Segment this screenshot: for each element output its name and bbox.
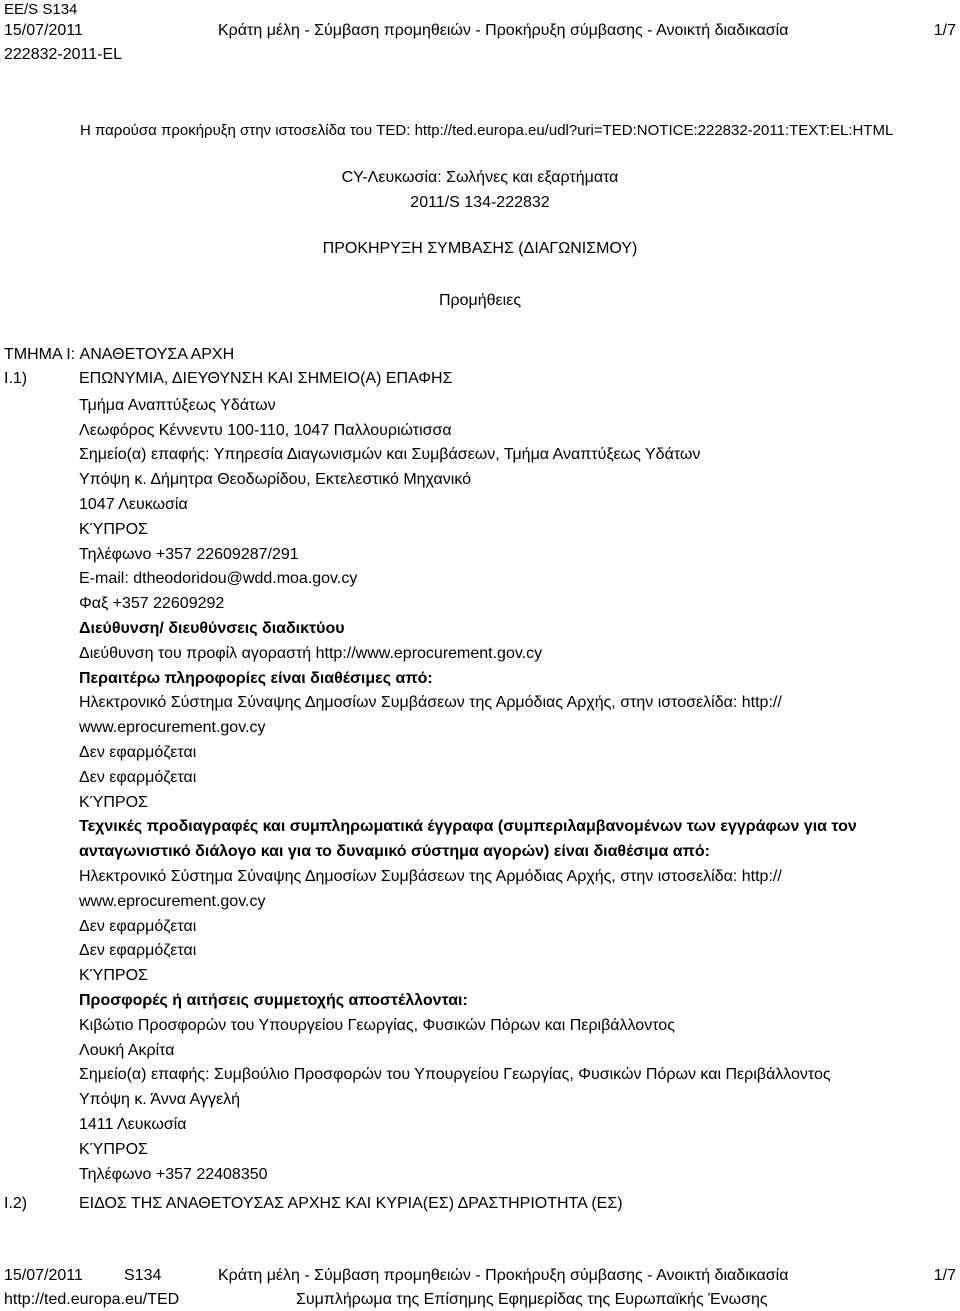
tenders-contact-point: Σημείο(α) επαφής: Συμβούλιο Προσφορών του Υπουργείου Γεωργίας, Φυσικών Πόρων και Περιβάλλοντος [79,1066,831,1084]
section-i1-body [79,369,949,1187]
specs-heading: Τεχνικές προδιαγραφές και συμπληρωματικά έγγραφα (συμπεριλαμβανομένων των εγγράφων για τον ανταγωνιστικό διάλογο και για το δυναμικό σύστημα αγορών) είναι διαθέσιμα από: [79,818,857,861]
specs-na-2: Δεν εφαρμόζεται [79,942,197,960]
specs-link-part2[interactable]: www.eprocurement.gov.cy [79,892,266,910]
contact-address: Λεωφόρος Κέννεντυ 100-110, 1047 Παλλουριώτισσα [79,421,452,439]
notice-reference: 2011/S 134-222832 [410,194,550,211]
tenders-heading: Προσφορές ή αιτήσεις συμμετοχής αποστέλλονται: [79,991,468,1009]
specs-link-part1[interactable]: http:// [741,867,782,885]
footer-page-number: 1/7 [933,1267,956,1284]
contact-org: Τμήμα Αναπτύξεως Υδάτων [79,396,276,414]
notice-contract-kind: Προμήθειες [438,292,522,309]
contact-point: Σημείο(α) επαφής: Υπηρεσία Διαγωνισμών και Συμβάσεων, Τμήμα Αναπτύξεως Υδάτων [79,446,701,464]
footer-supplement: Συμπλήρωμα της Επίσημης Εφημερίδας της Ευρωπαϊκής Ένωσης [296,1291,768,1308]
contact-email-line [79,567,949,592]
buyer-profile-link[interactable]: http://www.eprocurement.gov.cy [315,644,543,662]
tenders-phone: Τηλέφωνο +357 22408350 [79,1165,268,1183]
notice-type: ΠΡΟΚΗΡΥΞΗ ΣΥΜΒΑΣΗΣ (ΔΙΑΓΩΝΙΣΜΟΥ) [322,240,638,257]
contact-fax: Φαξ +357 22609292 [79,595,225,613]
tenders-box: Κιβώτιο Προσφορών του Υπουργείου Γεωργίας, Φυσικών Πόρων και Περιβάλλοντος [79,1016,675,1034]
section-i1-number: I.1) [4,370,28,387]
tenders-street: Λουκή Ακρίτα [79,1041,175,1059]
further-info-country: ΚΎΠΡΟΣ [79,793,148,811]
specs-system [79,865,949,890]
section-i1-title: ΕΠΩΝΥΜΙΑ, ΔΙΕΥΘΥΝΣΗ ΚΑΙ ΣΗΜΕΙΟ(Α) ΕΠΑΦΗΣ [79,370,453,387]
email-label: E-mail: [79,570,134,588]
notice-title: CY-Λευκωσία: Σωλήνες και εξαρτήματα [341,169,619,186]
buyer-profile-line [79,642,949,667]
header-title: Κράτη μέλη - Σύμβαση προμηθειών - Προκήρυξη σύμβασης - Ανοικτή διαδικασία [218,22,789,39]
further-info-system-text: Ηλεκτρονικό Σύστημα Σύναψης Δημοσίων Συμβάσεων της Αρμόδιας Αρχής, στην ιστοσελίδα: [79,694,742,712]
header-date: 15/07/2011 [4,22,83,39]
specs-system-text: Ηλεκτρονικό Σύστημα Σύναψης Δημοσίων Συμβάσεων της Αρμόδιας Αρχής, στην ιστοσελίδα: [79,867,742,885]
contact-country: ΚΎΠΡΟΣ [79,520,148,538]
section-i2-title: ΕΙΔΟΣ ΤΗΣ ΑΝΑΘΕΤΟΥΣΑΣ ΑΡΧΗΣ ΚΑΙ ΚΥΡΙΑ(ΕΣ) ΔΡΑΣΤΗΡΙΟΤΗΤΑ (ΕΣ) [79,1195,623,1212]
further-info-link-part1[interactable]: http:// [741,694,782,712]
header-doc-code: EE/S S134 [4,1,78,18]
contact-phone: Τηλέφωνο +357 22609287/291 [79,545,299,563]
email-link[interactable]: dtheodoridou@wdd.moa.gov.cy [133,570,358,588]
header-page-number: 1/7 [933,22,956,39]
tenders-attention: Υπόψη κ. Άννα Αγγελή [79,1091,240,1109]
notice-ted-link[interactable]: Η παρούσα προκήρυξη στην ιστοσελίδα του TED: http://ted.europa.eu/udl?uri=TED:NOTICE:222832-2011:TEXT:EL:HTML [80,122,894,139]
tenders-country: ΚΎΠΡΟΣ [79,1140,148,1158]
further-info-system [79,691,949,716]
footer-ted-link[interactable]: http://ted.europa.eu/TED [4,1291,180,1308]
further-info-heading: Περαιτέρω πληροφορίες είναι διαθέσιμες από: [79,669,433,687]
further-info-na-1: Δεν εφαρμόζεται [79,743,197,761]
further-info-link-part2[interactable]: www.eprocurement.gov.cy [79,719,266,737]
contact-city: 1047 Λευκωσία [79,495,188,513]
tenders-city: 1411 Λευκωσία [79,1115,187,1133]
footer-title: Κράτη μέλη - Σύμβαση προμηθειών - Προκήρυξη σύμβασης - Ανοικτή διαδικασία [218,1267,789,1284]
buyer-profile-label: Διεύθυνση του προφίλ αγοραστή [79,644,316,662]
header-doc-id: 222832-2011-EL [4,46,123,63]
internet-heading: Διεύθυνση/ διευθύνσεις διαδικτύου [79,619,345,637]
specs-country: ΚΎΠΡΟΣ [79,967,148,985]
section-i2-number: I.2) [4,1195,28,1212]
footer-series: S134 [124,1267,162,1284]
section-heading: ΤΜΗΜΑ I: ΑΝΑΘΕΤΟΥΣΑ ΑΡΧΗ [4,346,235,363]
specs-na-1: Δεν εφαρμόζεται [79,917,197,935]
footer-date: 15/07/2011 [4,1267,83,1284]
further-info-na-2: Δεν εφαρμόζεται [79,768,197,786]
contact-attention: Υπόψη κ. Δήμητρα Θεοδωρίδου, Εκτελεστικό Μηχανικό [79,471,472,489]
